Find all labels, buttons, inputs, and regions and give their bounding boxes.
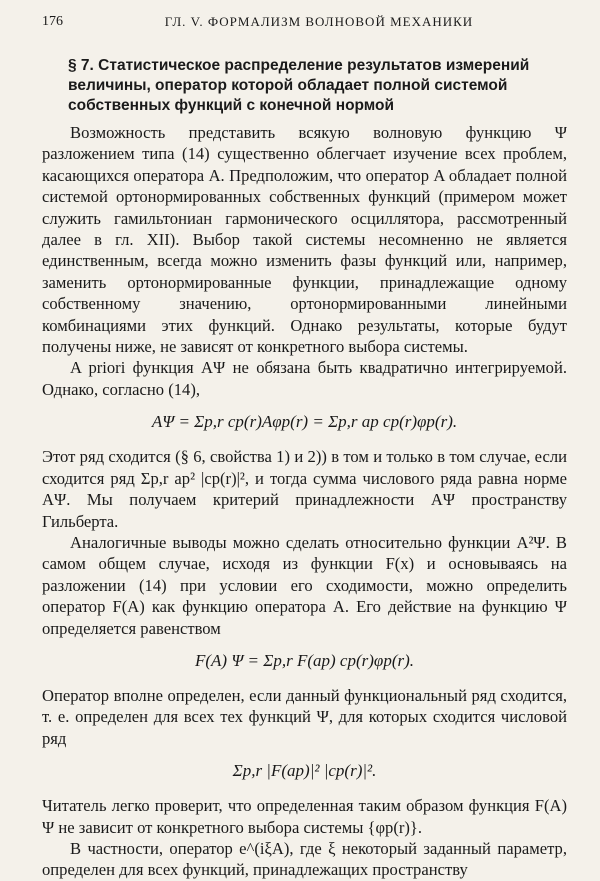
paragraph-7: В частности, оператор e^(iξA), где ξ некоторый заданный параметр, определен для всех функций, принадлежащих пространству <box>42 838 567 880</box>
paragraph-1: Возможность представить всякую волновую функцию Ψ разложением типа (14) существенно облегчает изучение всех проблем, касающихся оператора A. Предположим, что оператор A обладает полной системой ортонормированных собственных функций (примером может служить гамильтониан гармонического осциллятора, рассмотренный далее в гл. XII). Выбор такой системы несомненно не является единственным, всегда можно изменить фазы функций или, например, заменить ортонормированные функции, принадлежащие одному собственному значению, ортонормированными линейными комбинациями этих функций. Однако результаты, которые будут получены ниже, не зависят от конкретного выбора системы. <box>42 123 567 357</box>
formula-3: Σp,r |F(ap)|² |cp(r)|². <box>232 761 377 781</box>
paragraph-2: A priori функция AΨ не обязана быть квадратично интегрируемой. Однако, согласно (14), <box>42 358 567 399</box>
page-number: 176 <box>42 14 63 29</box>
paragraph-6: Читатель легко проверит, что определенная таким образом функция F(A) Ψ не зависит от конкретного выбора системы {φp(r)}. <box>42 796 567 837</box>
section-title: § 7. Статистическое распределение результатов измерений величины, оператор которой обладает полной системой собственных функций с конечной нормой <box>68 57 530 114</box>
page-header <box>42 14 566 36</box>
paragraph-5: Оператор вполне определен, если данный функциональный ряд сходится, т. е. определен для всех тех функций Ψ, для которых сходится числовой ряд <box>42 685 567 748</box>
paragraph-3: Этот ряд сходится (§ 6, свойства 1) и 2)) в том и только в том случае, если сходится ряд Σp,r ap² |cp(r)|², и тогда сумма числового ряда равна норме AΨ. Мы получаем критерий принадлежности AΨ пространству Гильберта. <box>42 447 567 531</box>
formula-1: AΨ = Σp,r cp(r)Aφp(r) = Σp,r ap cp(r)φp(r). <box>151 412 458 432</box>
body-text <box>42 122 567 881</box>
paragraph-4: Аналогичные выводы можно сделать относительно функции A²Ψ. В самом общем случае, исходя из функции F(x) и основываясь на разложении (14) при условии его сходимости, можно определить оператор F(A) как функцию оператора A. Его действие на функцию Ψ определяется равенством <box>42 532 567 638</box>
running-title: ГЛ. V. ФОРМАЛИЗМ ВОЛНОВОЙ МЕХАНИКИ <box>164 14 474 29</box>
formula-2: F(A) Ψ = Σp,r F(ap) cp(r)φp(r). <box>194 650 415 670</box>
